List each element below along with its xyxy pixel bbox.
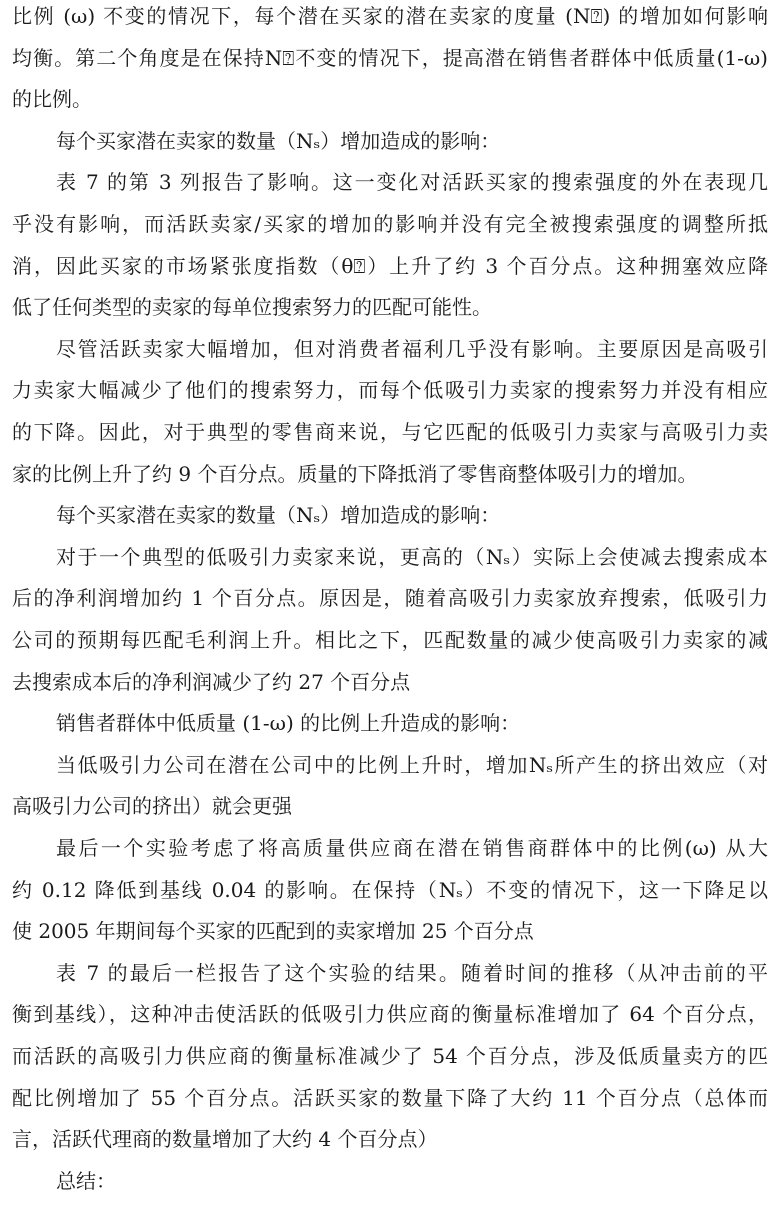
text-line: 乎没有影响，而活跃卖家/买家的增加的影响并没有完全被搜索强度的调整所抵 bbox=[12, 212, 768, 236]
text-line: 销售者群体中低质量 (1-ω) 的比例上升造成的影响： bbox=[56, 711, 521, 735]
text-line: 后的净利润增加约 1 个百分点。原因是，随着高吸引力卖家放弃搜索，低吸引力 bbox=[12, 586, 768, 610]
text-line: 力卖家大幅减少了他们的搜索努力，而每个低吸引力卖家的搜索努力并没有相应 bbox=[12, 378, 768, 402]
text-line: 消，因此买家的市场紧张度指数（θ⍰）上升了约 3 个百分点。这种拥塞效应降 bbox=[12, 254, 768, 278]
text-line: 当低吸引力公司在潜在公司中的比例上升时，增加Nₛ所产生的挤出效应（对 bbox=[56, 753, 768, 777]
text-line: 的下降。因此，对于典型的零售商来说，与它匹配的低吸引力卖家与高吸引力卖 bbox=[12, 420, 768, 444]
text-line: 公司的预期每匹配毛利润上升。相比之下，匹配数量的减少使高吸引力卖家的减 bbox=[12, 628, 768, 652]
text-line: 比例 (ω) 不变的情况下，每个潜在买家的潜在卖家的度量 (N⍰) 的增加如何影响 bbox=[12, 4, 768, 28]
text-line: 的比例。 bbox=[12, 87, 92, 111]
text-line: 表 7 的第 3 列报告了影响。这一变化对活跃买家的搜索强度的外在表现几 bbox=[56, 170, 768, 194]
text-line: 衡到基线），这种冲击使活跃的低吸引力供应商的衡量标准增加了 64 个百分点， bbox=[12, 1002, 768, 1026]
text-line: 约 0.12 降低到基线 0.04 的影响。在保持（Nₛ）不变的情况下，这一下降足以 bbox=[12, 878, 768, 902]
text-line: 使 2005 年期间每个买家的匹配到的卖家增加 25 个百分点 bbox=[12, 919, 534, 943]
text-line: 尽管活跃卖家大幅增加，但对消费者福利几乎没有影响。主要原因是高吸引 bbox=[56, 337, 768, 361]
text-line: 表 7 的最后一栏报告了这个实验的结果。随着时间的推移（从冲击前的平 bbox=[56, 961, 768, 985]
text-line: 每个买家潜在卖家的数量（Nₛ）增加造成的影响： bbox=[56, 129, 501, 153]
text-line: 总结： bbox=[56, 1169, 116, 1193]
text-line: 家的比例上升了约 9 个百分点。质量的下降抵消了零售商整体吸引力的增加。 bbox=[12, 462, 698, 486]
text-line: 而活跃的高吸引力供应商的衡量标准减少了 54 个百分点，涉及低质量卖方的匹 bbox=[12, 1044, 768, 1068]
text-line: 配比例增加了 55 个百分点。活跃买家的数量下降了大约 11 个百分点（总体而 bbox=[12, 1086, 768, 1110]
text-line: 均衡。第二个角度是在保持N⍰不变的情况下，提高潜在销售者群体中低质量(1-ω) bbox=[12, 46, 768, 70]
text-line: 每个买家潜在卖家的数量（Nₛ）增加造成的影响： bbox=[56, 503, 501, 527]
text-line: 言，活跃代理商的数量增加了大约 4 个百分点） bbox=[12, 1127, 438, 1151]
text-line: 低了任何类型的卖家的每单位搜索努力的匹配可能性。 bbox=[12, 295, 492, 319]
text-line: 去搜索成本后的净利润减少了约 27 个百分点 bbox=[12, 670, 411, 694]
text-line: 最后一个实验考虑了将高质量供应商在潜在销售商群体中的比例(ω) 从大 bbox=[56, 836, 768, 860]
text-line: 高吸引力公司的挤出）就会更强 bbox=[12, 794, 292, 818]
text-line: 对于一个典型的低吸引力卖家来说，更高的（Nₛ）实际上会使减去搜索成本 bbox=[56, 545, 768, 569]
